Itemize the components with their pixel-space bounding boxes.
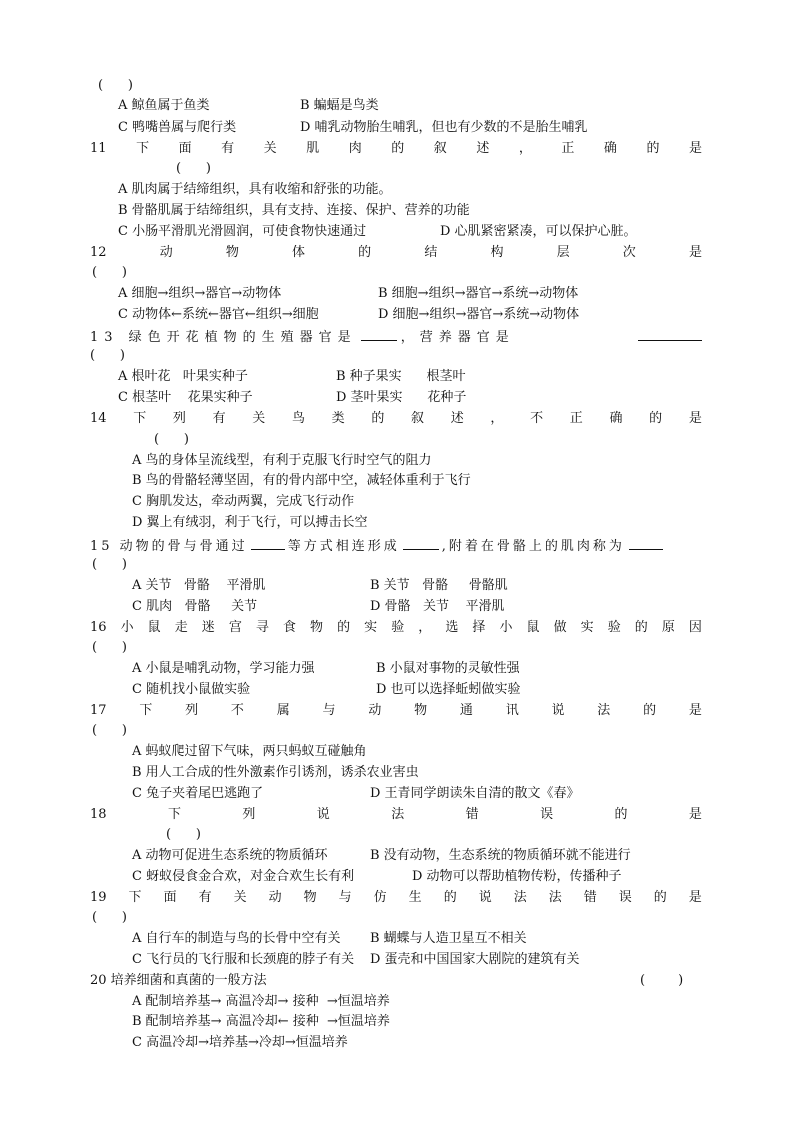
q11-option-b: B 骨骼肌属于结缔组织，具有支持、连接、保护、营养的功能 [118,203,470,218]
q15-option-b: B 关节 骨骼 骨骼肌 [370,578,508,593]
q13-option-d: D 茎叶果实 花种子 [336,390,467,405]
q14-option-b: B 鸟的骨骼轻薄坚固，有的骨内部中空，减轻体重利于飞行 [132,473,471,488]
q13-stem: 13 绿色开花植物的生殖器官是 ，营养器官是 [90,327,515,347]
q11-option-d: D 心肌紧密紧凑，可以保护心脏。 [440,224,637,239]
q19-option-d: D 蛋壳和中国国家大剧院的建筑有关 [370,952,580,967]
q13-paren: ( ) [90,348,125,363]
q15-stem: 15 动物的骨与骨通过 等方式相连形成 ,附着在骨骼上的肌肉称为 [90,536,663,556]
q15-option-a: A 关节 骨骼 平滑肌 [132,578,266,593]
q11-option-a: A 肌肉属于结缔组织，具有收缩和舒张的功能。 [118,182,392,197]
q15-paren: ( ) [92,557,127,572]
q17-option-b: B 用人工合成的性外激素作引诱剂，诱杀农业害虫 [132,765,419,780]
q12-option-d: D 细胞→组织→器官→系统→动物体 [378,307,580,322]
q16-stem: 16 小 鼠 走 迷 宫 寻 食 物 的 实 验 ， 选 择 小 鼠 做 实 验 的 原 因 [90,620,702,635]
q16-option-a: A 小鼠是哺乳动物，学习能力强 [132,661,315,676]
q19-paren: ( ) [92,910,127,925]
q10-option-b: B 蝙蝠是鸟类 [300,98,379,113]
q13-option-c: C 根茎叶 花果实种子 [118,390,253,405]
q17-option-c: C 兔子夹着尾巴逃跑了 [132,786,264,801]
q12-option-a: A 细胞→组织→器官→动物体 [118,286,282,301]
q11-stem: 11 下 面 有 关 肌 肉 的 叙 述 ， 正 确 的 是 [90,141,702,156]
q16-option-c: C 随机找小鼠做实验 [132,682,251,697]
q14-option-a: A 鸟的身体呈流线型，有利于克服飞行时空气的阻力 [132,453,432,468]
q12-stem: 12 动 物 体 的 结 构 层 次 是 [90,245,702,260]
q18-option-d: D 动物可以帮助植物传粉，传播种子 [412,869,622,884]
q20-option-b: B 配制培养基→ 高温冷却← 接种 →恒温培养 [132,1014,390,1029]
q11-paren: ( ) [176,161,211,176]
q15-blank-2 [403,536,439,550]
q17-paren: ( ) [92,723,127,738]
q14-paren: ( ) [154,432,189,447]
q20-paren: ( ) [640,973,684,988]
q14-stem: 14 下 列 有 关 鸟 类 的 叙 述 ， 不 正 确 的 是 [90,411,702,426]
q10-option-a: A 鲸鱼属于鱼类 [118,98,210,113]
q18-option-c: C 蚜蚁侵食金合欢，对金合欢生长有利 [132,869,355,884]
q10-option-c: C 鸭嘴兽属与爬行类 [118,120,237,135]
q13-blank-1 [361,327,397,341]
q20-stem: 20 培养细菌和真菌的一般方法 [90,973,267,988]
q12-option-b: B 细胞→组织→器官→系统→动物体 [378,286,579,301]
q16-option-b: B 小鼠对事物的灵敏性强 [376,661,520,676]
q17-option-d: D 王青同学朗读朱自清的散文《春》 [370,786,580,801]
q19-stem: 19 下 面 有 关 动 物 与 仿 生 的 说 法 法 错 误 的 是 [90,890,702,905]
q19-option-b: B 蝴蝶与人造卫星互不相关 [370,931,527,946]
q18-option-a: A 动物可促进生态系统的物质循环 [132,848,328,863]
q19-option-a: A 自行车的制造与鸟的长骨中空有关 [132,931,341,946]
q10-paren: ( ) [98,78,133,93]
q11-option-c: C 小肠平滑肌光滑圆润，可使食物快速通过 [118,224,367,239]
q15-blank-3 [629,536,663,550]
q20-option-a: A 配制培养基→ 高温冷却→ 接种 →恒温培养 [132,994,390,1009]
q14-option-d: D 翼上有绒羽，利于飞行，可以搏击长空 [132,515,368,530]
q12-paren: ( ) [92,265,127,280]
q16-paren: ( ) [92,640,127,655]
q19-option-c: C 飞行员的飞行服和长颈鹿的脖子有关 [132,952,355,967]
q17-option-a: A 蚂蚁爬过留下气味，两只蚂蚁互碰触角 [132,744,367,759]
q15-blank-1 [251,536,285,550]
q13-option-a: A 根叶花 叶果实种子 [118,369,248,384]
q12-option-c: C 动物体←系统←器官←组织→细胞 [118,307,319,322]
q15-option-c: C 肌肉 骨骼 关节 [132,599,258,614]
q15-option-d: D 骨骼 关节 平滑肌 [370,599,505,614]
q10-option-d: D 哺乳动物胎生哺乳，但也有少数的不是胎生哺乳 [300,120,588,135]
q13-blank-2 [638,327,702,347]
q16-option-d: D 也可以选择蚯蚓做实验 [376,682,521,697]
q18-paren: ( ) [166,827,201,842]
q18-stem: 18 下 列 说 法 错 误 的 是 [90,807,702,822]
q13-option-b: B 种子果实 根茎叶 [336,369,466,384]
q14-option-c: C 胸肌发达，牵动两翼，完成飞行动作 [132,494,355,509]
q20-option-c: C 高温冷却→培养基→冷却→恒温培养 [132,1035,348,1050]
q18-option-b: B 没有动物，生态系统的物质循环就不能进行 [370,848,631,863]
q17-stem: 17 下 列 不 属 与 动 物 通 讯 说 法 的 是 [90,703,702,718]
